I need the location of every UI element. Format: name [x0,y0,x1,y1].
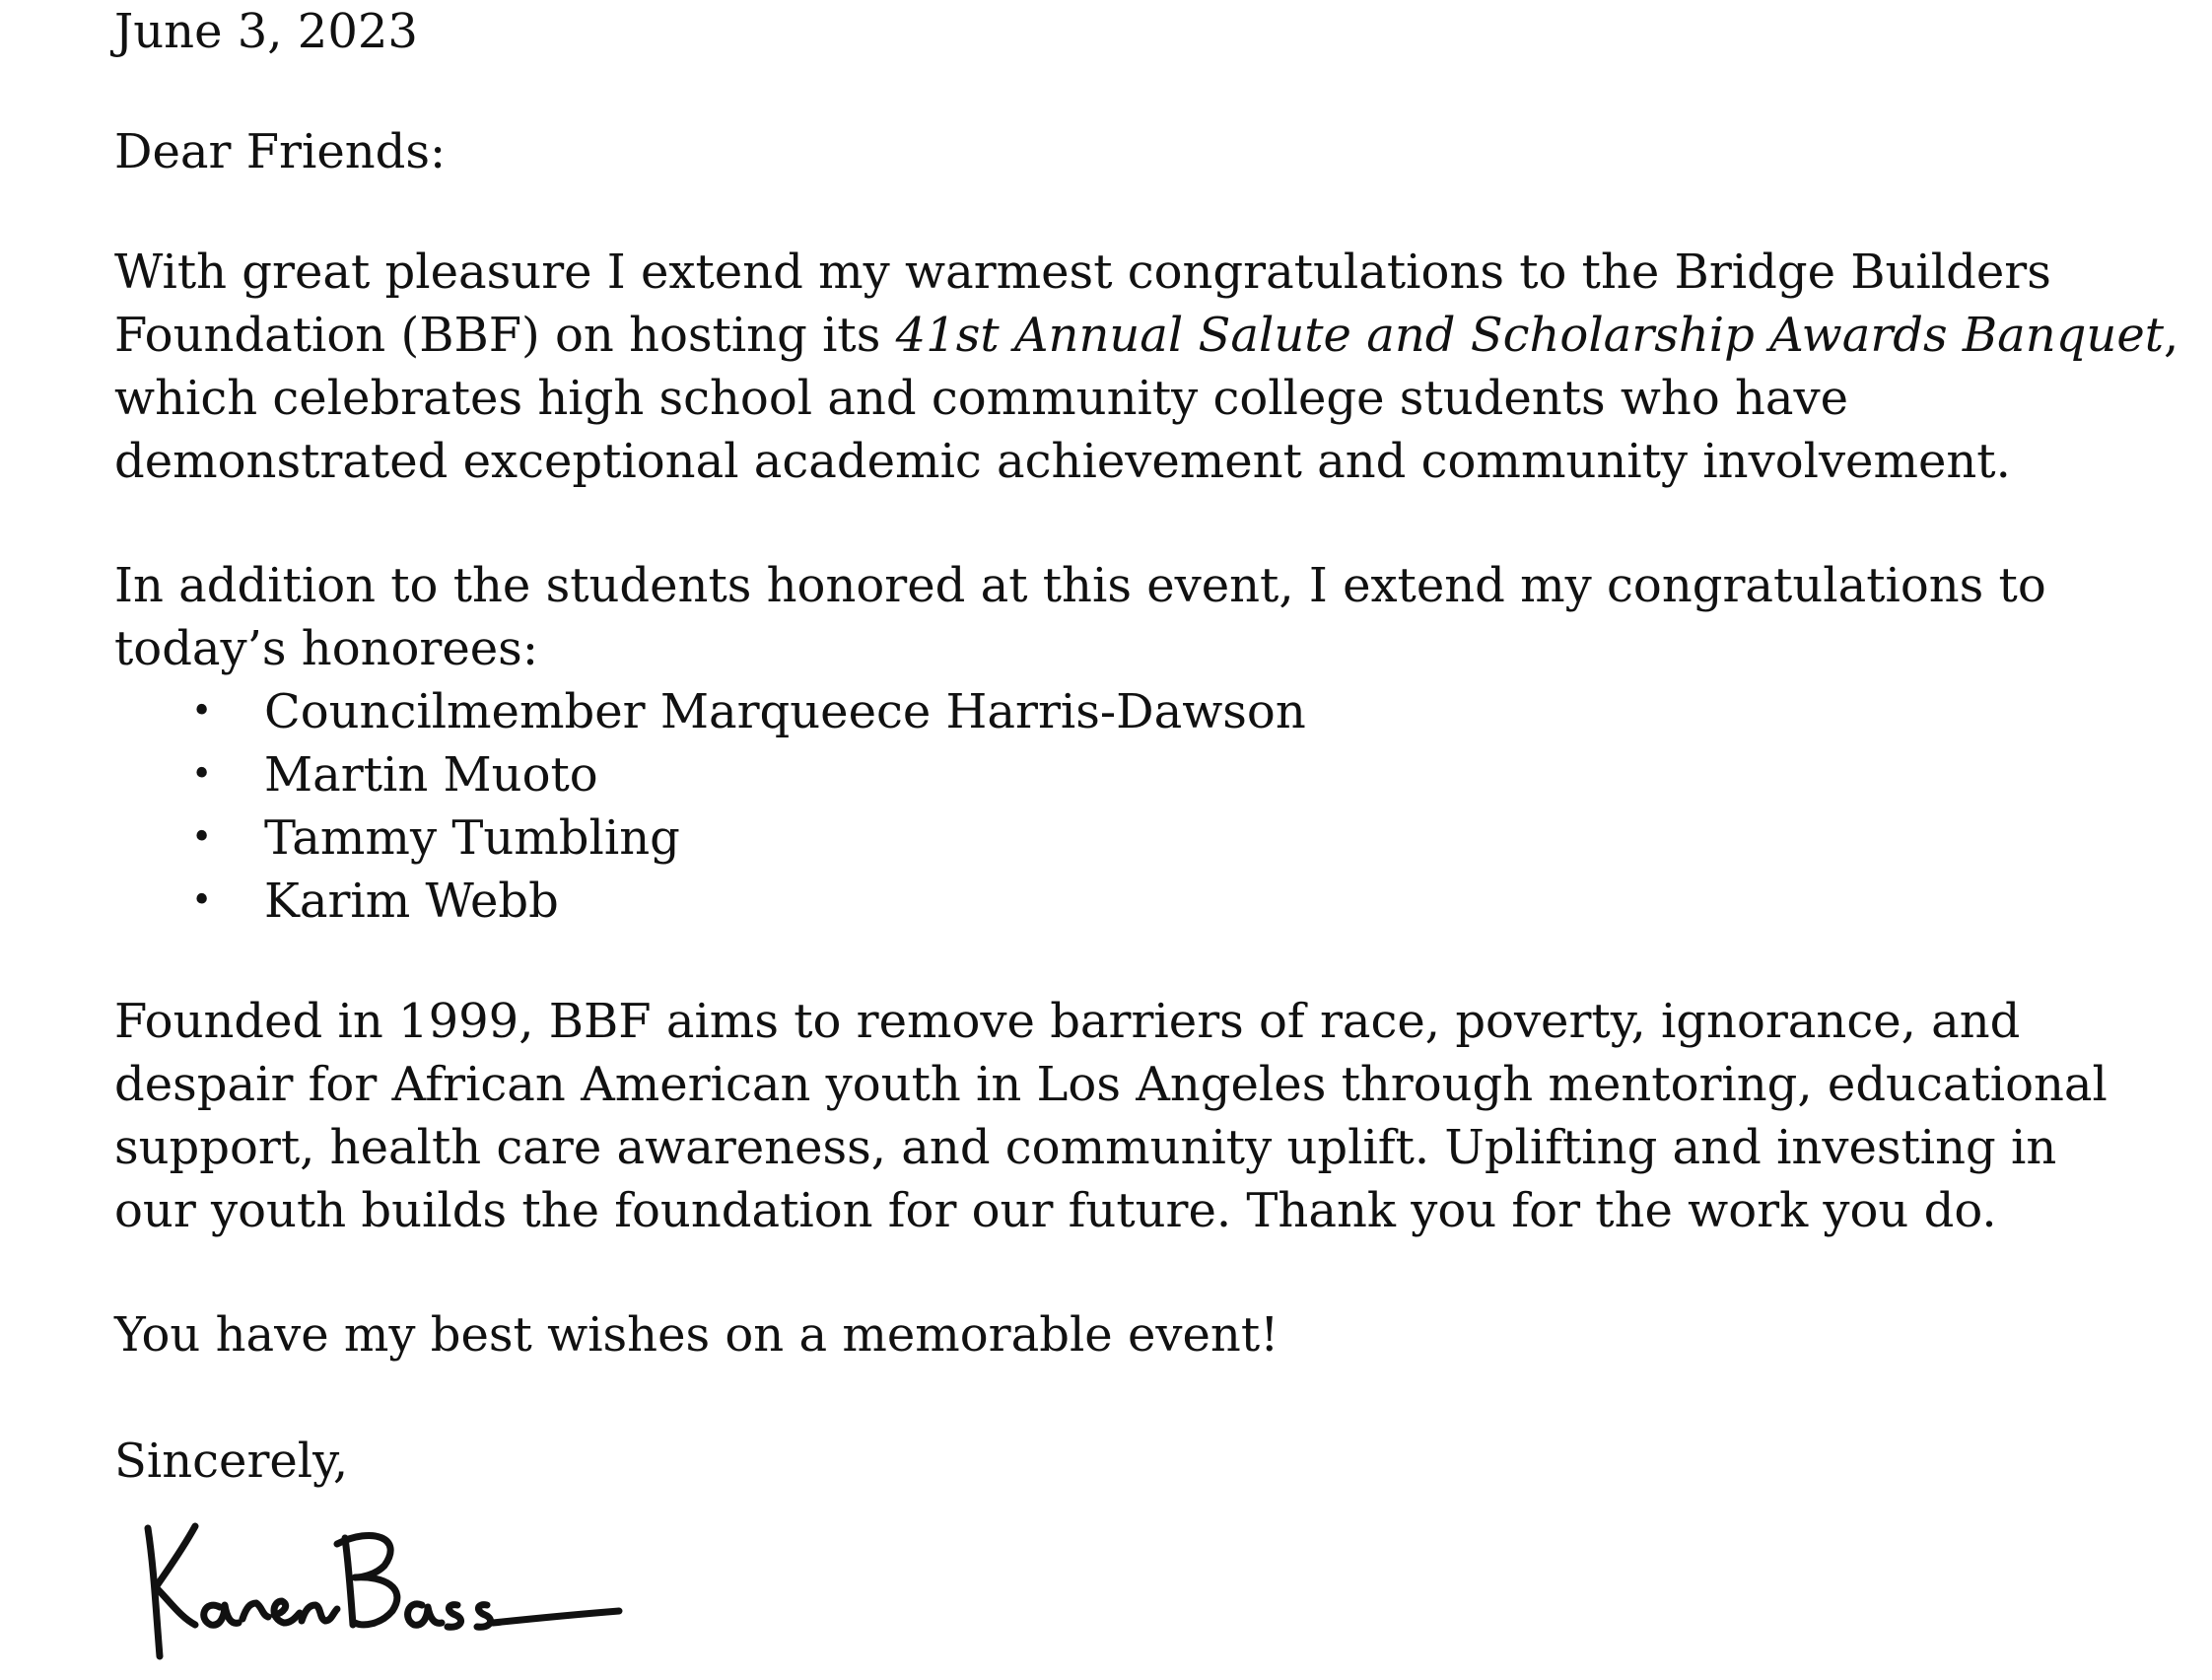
honoree-item [114,870,1306,933]
closing-wish: You have my best wishes on a memorable event! [114,1307,1279,1363]
paragraph-about-bbf [114,990,2108,1242]
bullet-icon: • [191,691,213,732]
signature-strokes [148,1526,619,1656]
letter-date: June 3, 2023 [114,4,418,59]
honoree-name: Karim Webb [264,874,559,929]
paragraph-line: Founded in 1999, BBF aims to remove barriers of race, poverty, ignorance, and [114,994,2021,1049]
honorees-list [114,680,1306,933]
bullet-icon: • [191,817,213,858]
paragraph-honorees-intro [114,554,2046,680]
honoree-item [114,743,1306,806]
bullet-icon: • [191,754,213,795]
honoree-item [114,806,1306,870]
signature-image [126,1508,639,1666]
paragraph-line: our youth builds the foundation for our future. Thank you for the work you do. [114,1183,1997,1238]
event-name: 41st Annual Salute and Scholarship Awards Banquet [895,308,2165,363]
paragraph-line: In addition to the students honored at this event, I extend my congratulations to [114,558,2046,613]
salutation: Dear Friends: [114,124,447,179]
paragraph-congratulations [114,241,2178,493]
paragraph-line-prefix: Foundation (BBF) on hosting its [114,308,896,363]
paragraph-line: support, health care awareness, and community uplift. Uplifting and investing in [114,1120,2057,1175]
paragraph-line: despair for African American youth in Los Angeles through mentoring, educational [114,1057,2108,1112]
bullet-icon: • [191,880,213,921]
honoree-name: Martin Muoto [264,747,598,803]
honoree-item [114,680,1306,743]
paragraph-line: which celebrates high school and community college students who have [114,371,1849,426]
paragraph-line: With great pleasure I extend my warmest congratulations to the Bridge Builders [114,245,2051,300]
paragraph-line: demonstrated exceptional academic achievement and community involvement. [114,434,2011,489]
paragraph-line-suffix: , [2164,308,2179,363]
honoree-name: Councilmember Marqueece Harris-Dawson [264,684,1306,739]
honoree-name: Tammy Tumbling [264,810,680,866]
signoff: Sincerely, [114,1434,349,1489]
paragraph-line: today’s honorees: [114,621,538,676]
paragraph-line [114,304,2178,367]
